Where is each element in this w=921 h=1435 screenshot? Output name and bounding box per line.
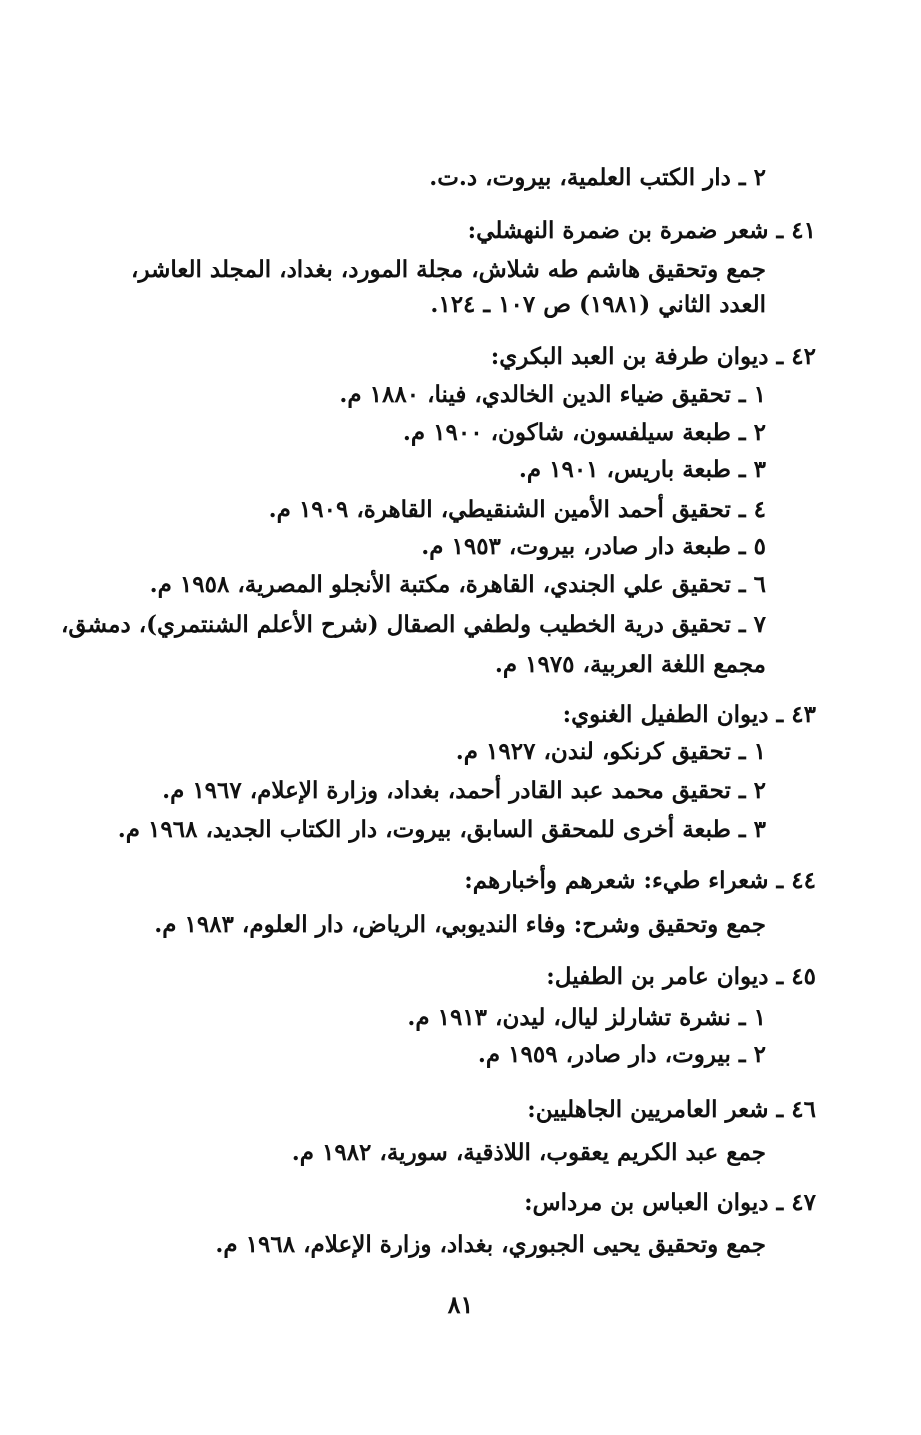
text-line: ٣ ـ طبعة باريس، ١٩٠١ م. [518,456,766,483]
entry-heading: ٤١ ـ شعر ضمرة بن ضمرة النهشلي: [467,217,816,244]
entry-heading: ٤٧ ـ ديوان العباس بن مرداس: [524,1189,816,1216]
text-line: ٧ ـ تحقيق درية الخطيب ولطفي الصقال (شرح الأعلم الشنتمري)، دمشق، [61,611,766,638]
text-line: ٣ ـ طبعة أخرى للمحقق السابق، بيروت، دار الكتاب الجديد، ١٩٦٨ م. [117,816,766,843]
entry-heading: ٤٢ ـ ديوان طرفة بن العبد البكري: [490,343,816,370]
text-line: ٤ ـ تحقيق أحمد الأمين الشنقيطي، القاهرة، ١٩٠٩ م. [268,496,766,523]
text-line: ٥ ـ طبعة دار صادر، بيروت، ١٩٥٣ م. [421,533,766,560]
text-line: ٢ ـ تحقيق محمد عبد القادر أحمد، بغداد، وزارة الإعلام، ١٩٦٧ م. [162,777,766,804]
text-line: جمع وتحقيق وشرح: وفاء النديوبي، الرياض، دار العلوم، ١٩٨٣ م. [154,911,766,938]
text-line: ٦ ـ تحقيق علي الجندي، القاهرة، مكتبة الأنجلو المصرية، ١٩٥٨ م. [149,571,766,598]
page-number: ٨١ [447,1290,474,1319]
text-line: العدد الثاني (١٩٨١) ص ١٠٧ ـ ١٢٤. [430,291,766,318]
text-line: ٢ ـ بيروت، دار صادر، ١٩٥٩ م. [477,1041,766,1068]
text-line: جمع عبد الكريم يعقوب، اللاذقية، سورية، ١٩٨٢ م. [291,1139,766,1166]
entry-heading: ٤٣ ـ ديوان الطفيل الغنوي: [562,701,816,728]
text-line: ١ ـ نشرة تشارلز ليال، ليدن، ١٩١٣ م. [407,1004,766,1031]
text-line: ١ ـ تحقيق ضياء الدين الخالدي، فينا، ١٨٨٠ م. [339,381,766,408]
entry-heading: ٤٥ ـ ديوان عامر بن الطفيل: [546,963,816,990]
entry-heading: ٤٦ ـ شعر العامريين الجاهليين: [527,1096,816,1123]
text-line: ١ ـ تحقيق كرنكو، لندن، ١٩٢٧ م. [455,738,766,765]
text-line: ٢ ـ طبعة سيلفسون، شاكون، ١٩٠٠ م. [402,419,766,446]
text-line: مجمع اللغة العربية، ١٩٧٥ م. [494,651,766,678]
entry-heading: ٤٤ ـ شعراء طيء: شعرهم وأخبارهم: [464,867,816,894]
text-line: جمع وتحقيق هاشم طه شلاش، مجلة المورد، بغداد، المجلد العاشر، [131,256,766,283]
text-line: جمع وتحقيق يحيى الجبوري، بغداد، وزارة الإعلام، ١٩٦٨ م. [215,1231,766,1258]
text-line: ٢ ـ دار الكتب العلمية، بيروت، د.ت. [429,164,766,191]
